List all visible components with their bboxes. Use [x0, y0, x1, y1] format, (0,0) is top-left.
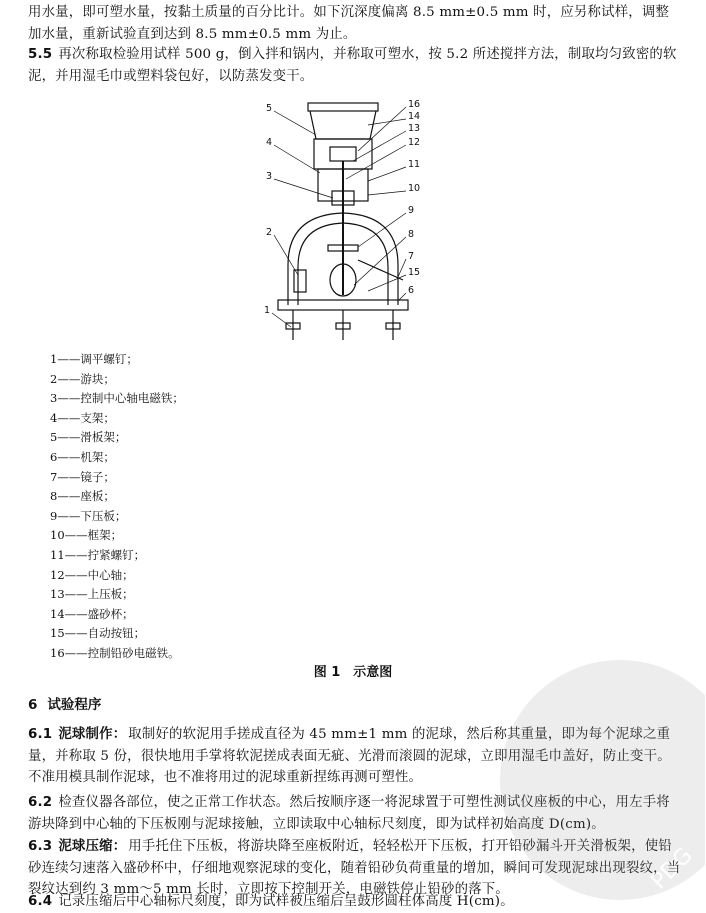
legend-item: 9——下压板； — [50, 508, 127, 523]
figure-label: 8 — [408, 229, 415, 240]
legend-item: 14——盛砂杯； — [50, 606, 134, 621]
legend-item: 1——调平螺钉； — [50, 352, 138, 366]
figure-label: 7 — [408, 251, 415, 262]
legend-item: 2——游块； — [50, 371, 115, 386]
figure-label: 4 — [266, 137, 273, 148]
paragraph-text: 记录压缩后中心轴标尺刻度，即为试样被压缩后呈鼓形圆柱体高度 H(cm)。 — [58, 894, 514, 909]
section-title: 试验程序 — [47, 697, 102, 713]
legend-item: 4——支架； — [50, 410, 115, 425]
figure-label: 12 — [408, 137, 421, 148]
paragraph-5-5 — [28, 44, 682, 87]
figure-label: 1 — [264, 305, 271, 316]
slide-block — [294, 270, 306, 292]
legend-item: 5——滑板架； — [50, 430, 127, 445]
figure-label: 14 — [408, 111, 421, 122]
upper-magnet — [330, 147, 356, 161]
legend-item: 12——中心轴； — [50, 567, 134, 582]
clause-number: 6.1 — [28, 727, 53, 742]
legend-item: 15——自动按钮； — [50, 626, 146, 641]
figure-label: 5 — [266, 103, 273, 114]
legend-item: 16——控制铅砂电磁铁。 — [50, 645, 180, 660]
figure-label: 11 — [408, 159, 421, 170]
figure-label: 16 — [408, 99, 421, 110]
figure-legend — [50, 350, 350, 664]
paragraph-text: 用手托住下压板，将游块降至座板附近，轻轻松开下压板，打开铅砂漏斗开关滑板架，使铅砂连续匀速落入盛砂杯中，仔细地观察泥球的变化，随着铅砂负荷重量的增加，瞬间可发现泥球出现裂纹，当裂纹达到约 3 mm～5 mm 长时，立即按下控制开关，电磁铁停止铅砂的落下。 — [28, 839, 681, 897]
figure-caption: 图 1 示意图 — [313, 665, 393, 680]
section-heading — [28, 693, 101, 713]
sand-cup-rim — [308, 103, 378, 111]
paragraph-text: 取制好的软泥用手搓成直径为 45 mm±1 mm 的泥球，然后称其重量，即为每个泥球之重量，并称取 5 份，很快地用手掌将软泥搓成表面无疵、光滑而滚圆的泥球，立即用湿毛巾盖好，防止变干。不准用模具制作泥球，也不准将用过的泥球重新捏练再测可塑性。 — [28, 727, 671, 785]
figure-label: 13 — [408, 123, 421, 134]
clause-number: 6.3 — [28, 839, 53, 854]
apparatus-schematic — [258, 95, 428, 355]
paragraph-text: 用水量，即可塑水量，按黏土质量的百分比计。如下沉深度偏离 8.5 mm±0.5 mm 时，应另称试样，调整加水量，重新试验直到达到 8.5 mm±0.5 mm 为止。 — [28, 5, 670, 42]
clause-number: 6.2 — [28, 795, 53, 810]
paragraph-text: 再次称取检验用试样 500 g，倒入拌和锅内，并称取可塑水，按 5.2 所述搅拌方法，制取均匀致密的软泥，并用湿毛巾或塑料袋包好，以防蒸发变干。 — [28, 47, 677, 84]
legend-item: 13——上压板； — [50, 587, 134, 602]
figure-label: 6 — [408, 285, 415, 296]
figure-label: 9 — [408, 205, 415, 216]
watermark-text: PDG — [646, 843, 698, 895]
legend-item: 11——拧紧螺钉； — [50, 547, 146, 562]
figure-label: 15 — [408, 267, 421, 278]
figure-label: 2 — [266, 227, 273, 238]
clause-lead: 泥球制作： — [58, 727, 127, 742]
mirror — [358, 260, 403, 280]
clause-number: 5.5 — [28, 47, 53, 62]
legend-item: 3——控制中心轴电磁铁； — [50, 391, 184, 406]
paragraph-continuation — [28, 2, 682, 45]
clause-number: 6.4 — [28, 894, 53, 909]
watermark-stamp — [470, 630, 705, 913]
figure-label: 10 — [408, 183, 421, 194]
legend-item: 8——座板； — [50, 489, 115, 504]
figure-label: 3 — [266, 171, 273, 182]
paragraph-text: 检查仪器各部位，使之正常工作状态。然后按顺序逐一将泥球置于可塑性测试仪座板的中心，用左手将游块降到中心轴的下压板刚与泥球接触，立即读取中心轴标尺刻度，即为试样初始高度 D(cm)。 — [28, 795, 670, 832]
legend-item: 10——框架； — [50, 528, 123, 543]
sand-cup — [310, 111, 376, 139]
section-number: 6 — [28, 697, 38, 713]
legend-item: 7——镜子； — [50, 469, 115, 484]
clause-lead: 泥球压缩： — [58, 839, 127, 854]
legend-item: 6——机架； — [50, 449, 115, 464]
